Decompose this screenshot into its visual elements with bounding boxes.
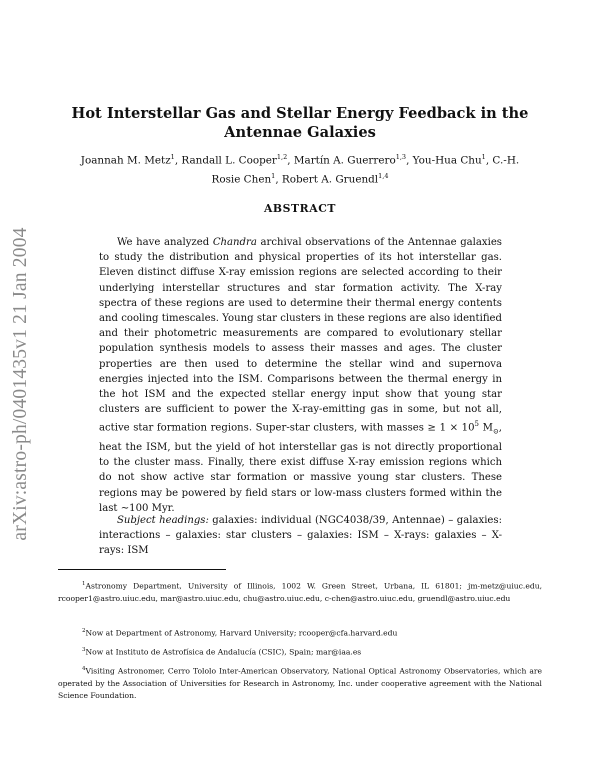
footnote-number: 3: [82, 647, 86, 653]
author-name: Randall L. Cooper: [181, 154, 277, 167]
abstract-heading: ABSTRACT: [263, 202, 337, 215]
footnote-text: Now at Department of Astronomy, Harvard University; rcooper@cfa.harvard.edu: [85, 628, 398, 638]
abstract-text: , heat the ISM, but the yield of hot interstellar gas is not directly proportional to the cluster mass. Finally, there exist diffuse X-ray emission regions which do not show active star formation or massive young star clusters. These regions may be powered by field stars or low-mass clusters formed within the last ∼100 Myr.: [99, 422, 502, 514]
abstract-text: We have analyzed: [117, 237, 213, 248]
paper-title: Hot Interstellar Gas and Stellar Energy Feedback in the Antennae Galaxies: [71, 105, 529, 141]
footnote-text: Visiting Astronomer, Cerro Tololo Inter-American Observatory, National Optical Astronomy Observatories, which are operated by the Association of Universities for Research in Astronomy, Inc. under cooperative agreement with the National Science Foundation.: [58, 666, 542, 700]
author-affiliation: 1,4: [378, 171, 389, 180]
author-affiliation: 1: [481, 153, 486, 161]
author-affiliation: 1: [271, 171, 276, 180]
subject-headings: [99, 513, 502, 559]
footnote: [58, 625, 542, 640]
subject-text: galaxies: individual (NGC4038/39, Antennae) – galaxies: interactions – galaxies: star clusters – galaxies: ISM – X-rays: galaxies – X-rays: ISM: [99, 515, 502, 557]
abstract-text: M: [478, 422, 493, 434]
author-name: Robert A. Gruendl: [281, 173, 379, 186]
footnote: [58, 644, 542, 659]
footnote-number: 1: [82, 581, 86, 587]
arxiv-id: arXiv:astro-ph/0401435v1 21 Jan 2004: [10, 226, 31, 541]
footnote: [58, 578, 542, 605]
abstract-body: [99, 235, 502, 516]
abstract-text: archival observations of the Antennae galaxies to study the distribution and physical properties of its hot interstellar gas. Eleven distinct diffuse X-ray emission regions are selected according to their underlying interstellar structures and star formation activity. The X-ray spectra of these regions are used to determine their thermal energy contents and cooling timescales. Young star clusters in these regions are also identified and their photometric measurements are compared to evolutionary stellar population synthesis models to assess their masses and ages. The cluster properties are then used to determine the stellar wind and supernova energies injected into the ISM. Comparisons between the thermal energy in the hot ISM and the expected stellar energy input show that young star clusters are sufficient to power the X-ray-emitting gas in some, but not all, active star formation regions. Super-star clusters, with masses ≥ 1 × 10: [99, 237, 502, 434]
sun-symbol: ⊙: [492, 427, 499, 436]
author-affiliation: 1,2: [276, 153, 288, 161]
subject-label: Subject headings:: [117, 515, 209, 526]
author-name: You-Hua Chu: [412, 154, 482, 167]
footnote-number: 2: [82, 628, 86, 634]
author-name: C.-H. Rosie Chen: [211, 154, 520, 186]
author-name: Martín A. Guerrero: [293, 154, 396, 167]
abstract-exponent: 5: [474, 420, 479, 429]
footnote-text: Now at Instituto de Astrofísica de Andalucía (CSIC), Spain; mar@iaa.es: [85, 647, 362, 657]
author-name: Joannah M. Metz: [80, 154, 171, 167]
arxiv-stamp: [4, 196, 38, 571]
author-affiliation: 1,3: [395, 153, 407, 161]
footnote: [58, 663, 542, 702]
footnote-text: Astronomy Department, University of Illinois, 1002 W. Green Street, Urbana, IL 61801; jm-metz@uiuc.edu, rcooper1@astro.uiuc.edu, mar@astro.uiuc.edu, chu@astro.uiuc.edu, c-chen@astro.uiuc.edu, gruendl@astro.uiuc.edu: [58, 581, 542, 603]
footnote-divider: [58, 569, 226, 570]
author-list: Joannah M. Metz$^1$, Randall L. Cooper$^{1,2}$, Martín A. Guerrero$^{1,3}$, You-Hua Chu$^1$, C.-H. Rosie Chen$^1$, Robert A. Gruendl$^{1,4}$: [80, 153, 520, 186]
abstract-chandra: Chandra: [212, 237, 257, 248]
footnote-number: 4: [82, 666, 86, 672]
author-affiliation: 1: [170, 153, 175, 161]
